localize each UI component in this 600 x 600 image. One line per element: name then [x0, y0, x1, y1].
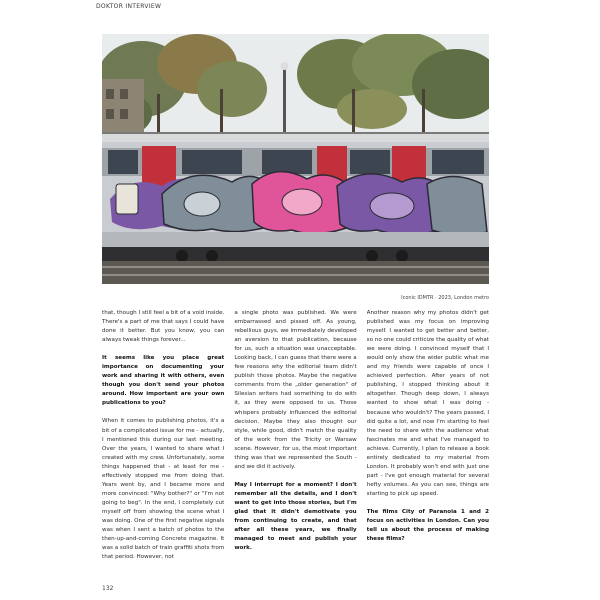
interview-question: The films City of Paranoia 1 and 2 focus on activities in London. Can you tell us about the process of making these films? [366, 508, 489, 543]
undercarriage [102, 247, 489, 261]
column-2 [234, 309, 356, 575]
train-graffiti-photo [102, 34, 489, 284]
photo-caption: Iconic IDMTR · 2023, London metro [401, 295, 489, 301]
paragraph: When it comes to publishing photos, it's a bit of a complicated issue for me - actually, I mentioned this during our last meeting. Over the years, I wanted to share what I created with my crew. Unfortunately, some things happened that - at least for me - effectively stopped me from doing that. Years went by, and I became more and more convinced: "Why bother?" or "I'm not going to beg". In the end, I completely cut myself off from showing the scene what I was doing. One of the first negative signals was when I sent a batch of photos to the then-up-and-coming Concrete magazine. It was a solid batch of train graffiti shots from that period. However, not [102, 418, 225, 561]
building [102, 79, 144, 141]
track-bed [102, 261, 489, 284]
photo-illustration [102, 34, 489, 284]
column-3 [367, 309, 489, 575]
page-number: 132 [102, 585, 114, 592]
paragraph: Another reason why my photos didn't get published was my focus on improving myself. I wanted to get better and better, so no one could criticize the quality of what we were doing. I convinced myself that I would only show the wider public what me and my friends were capable of once I achieved perfection. After years of not publishing, I stopped thinking about it altogether. Though deep down, I always wanted to show what I was doing - because who wouldn't? The years passed, I did quite a lot, and now I'm starting to feel the need to share with the audience what fascinates me and what I've managed to achieve. Currently, I plan to release a book entirely dedicated to my material from London. It probably won't end with just one part - I've got enough material for several hefty volumes. As you can see, things are starting to pick up speed. [366, 310, 489, 497]
paragraph: a single photo was published. We were embarrassed and pissed off. As young, rebellious guys, we immediately developed an aversion to that publication, because for us, such a situation was unacceptable. Looking back, I can guess that there were a few reasons why the editorial team didn't publish those photos. Maybe the negative comments from the „older generation" of Silesian writers had something to do with it, as they were opposed to us. Those whispers probably influenced the editorial decision. Maybe they also thought our style, while good, didn't match the quality of the work from the Tricity or Warsaw scene. However, for us, the most important thing was that we represented the South - and we did it actively. [234, 310, 357, 470]
rail-upper [102, 266, 489, 268]
interview-question: It seems like you place great importance on documenting your work and sharing it with others, even though you don't send your photos around. How important are your own publications to you? [102, 355, 225, 407]
paragraph: that, though I still feel a bit of a void inside. There's a part of me that says I could have done it better. But you know, you can always tweak things forever... [102, 310, 225, 344]
column-1 [102, 309, 224, 575]
section-label: DOKTOR INTERVIEW [96, 3, 162, 10]
article-body [102, 309, 489, 575]
interview-question: May I interrupt for a moment? I don't remember all the details, and I don't want to get into those stories, but I'm glad that it didn't demotivate you from continuing to create, and that after all these years, we finally managed to meet and publish your work. [234, 481, 357, 552]
train-skirt [102, 232, 489, 247]
rail-lower [102, 274, 489, 276]
